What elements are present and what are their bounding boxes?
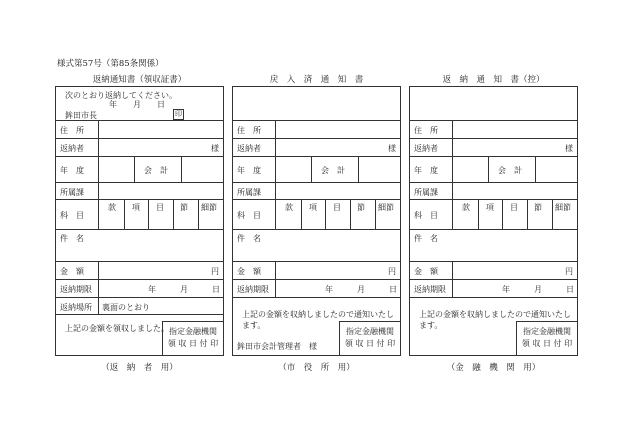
dept-row — [56, 183, 223, 200]
form-reference: 様式第57号（第85条関係） — [57, 59, 164, 69]
amount-row — [410, 262, 577, 280]
kamoku-label: 科 目 — [414, 211, 438, 220]
kou-label: 項 — [486, 203, 494, 212]
kou-label: 項 — [309, 203, 317, 212]
kamoku-label: 科 目 — [237, 211, 261, 220]
year-row — [410, 157, 577, 183]
bank-seal-box — [339, 321, 400, 355]
seal-line2: 領 収 日 付 印 — [167, 339, 219, 348]
address-label: 住 所 — [414, 126, 438, 135]
subject-row — [233, 230, 400, 262]
address-row — [410, 121, 577, 139]
payee-row — [233, 139, 400, 157]
subject-label: 件 名 — [414, 234, 438, 243]
address-row — [233, 121, 400, 139]
slip-box — [232, 86, 401, 356]
kan-label: 款 — [462, 203, 470, 212]
yen-label: 円 — [211, 267, 219, 276]
notice-row — [410, 87, 577, 121]
moku-label: 目 — [333, 203, 341, 212]
amount-row — [56, 262, 223, 280]
seal-line1: 指定金融機関 — [346, 327, 394, 336]
seal-line2: 領 収 日 付 印 — [521, 339, 573, 348]
seal-line1: 指定金融機関 — [169, 327, 217, 336]
place-label: 返納場所 — [60, 303, 92, 312]
moku-label: 目 — [156, 203, 164, 212]
deadline-date: 年 月 日 — [502, 285, 574, 294]
dept-row — [410, 183, 577, 200]
setsu-label: 節 — [534, 203, 542, 212]
year-label: 年 度 — [237, 166, 261, 175]
account-label: 会 計 — [498, 166, 522, 175]
message-row — [410, 298, 577, 355]
deadline-date: 年 月 日 — [148, 285, 220, 294]
deadline-row — [233, 280, 400, 298]
message-row — [233, 298, 400, 355]
payee-row — [410, 139, 577, 157]
year-row — [233, 157, 400, 183]
sama-label: 様 — [388, 144, 396, 153]
setsu-label: 節 — [180, 203, 188, 212]
year-label: 年 度 — [414, 166, 438, 175]
slip-footer: （金 融 機 関 用） — [446, 363, 541, 373]
seal-mark: 印 — [175, 110, 182, 118]
bank-seal-box — [516, 321, 577, 355]
setsu-label: 節 — [357, 203, 365, 212]
seal-line2: 領 収 日 付 印 — [344, 339, 396, 348]
payee-row — [56, 139, 223, 157]
kou-label: 項 — [132, 203, 140, 212]
slip-bank — [409, 74, 578, 373]
saisetsu-label: 細節 — [201, 203, 217, 212]
dept-label: 所属課 — [414, 188, 438, 197]
notice-date: 年 月 日 — [109, 100, 165, 109]
deadline-label: 返納期限 — [60, 285, 92, 294]
kamoku-label: 科 目 — [60, 211, 84, 220]
kamoku-row — [233, 200, 400, 230]
deadline-label: 返納期限 — [237, 285, 269, 294]
amount-row — [233, 262, 400, 280]
notice-text: 次のとおり返納してください。 — [65, 91, 177, 100]
place-value: 裏面のとおり — [102, 303, 150, 312]
kamoku-row — [410, 200, 577, 230]
slip-title: 返納通知書（領収証書） — [92, 75, 187, 85]
saisetsu-label: 細節 — [378, 203, 394, 212]
deadline-date: 年 月 日 — [325, 285, 397, 294]
slip-box — [55, 86, 224, 356]
seal-line1: 指定金融機関 — [523, 327, 571, 336]
address-label: 住 所 — [60, 126, 84, 135]
slip-footer: （市 役 所 用） — [278, 363, 355, 373]
address-label: 住 所 — [237, 126, 261, 135]
kamoku-row — [56, 200, 223, 230]
mayor-label: 鉾田市長 — [65, 111, 97, 120]
yen-label: 円 — [388, 267, 396, 276]
account-label: 会 計 — [144, 166, 168, 175]
dept-label: 所属課 — [237, 188, 261, 197]
amount-label: 金 額 — [60, 267, 84, 276]
deadline-row — [410, 280, 577, 298]
subject-row — [56, 230, 223, 262]
sama-label: 様 — [565, 144, 573, 153]
message-text: 上記の金額を収納しましたので通知いたします。 — [419, 310, 571, 330]
slip-city-office — [232, 74, 401, 373]
manager-label: 鉾田市会計管理者 様 — [237, 342, 317, 351]
deadline-label: 返納期限 — [414, 285, 446, 294]
slip-footer: （返 納 者 用） — [101, 363, 178, 373]
notice-row — [56, 87, 223, 121]
kan-label: 款 — [108, 203, 116, 212]
message-text: 上記の金額を領収しました。 — [65, 324, 169, 333]
payee-label: 返納者 — [414, 144, 438, 153]
notice-row — [233, 87, 400, 121]
message-row — [56, 315, 223, 355]
year-row — [56, 157, 223, 183]
slip-title: 返 納 通 知 書（控） — [442, 75, 545, 85]
payee-label: 返納者 — [237, 144, 261, 153]
subject-label: 件 名 — [237, 234, 261, 243]
slip-title: 戻 入 済 通 知 書 — [269, 75, 364, 85]
message-text: 上記の金額を収納しましたので通知いたします。 — [242, 310, 394, 330]
deadline-row — [56, 280, 223, 298]
slip-payee — [55, 74, 224, 373]
amount-label: 金 額 — [237, 267, 261, 276]
amount-label: 金 額 — [414, 267, 438, 276]
payee-label: 返納者 — [60, 144, 84, 153]
year-label: 年 度 — [60, 166, 84, 175]
address-row — [56, 121, 223, 139]
account-label: 会 計 — [321, 166, 345, 175]
subject-row — [410, 230, 577, 262]
kan-label: 款 — [285, 203, 293, 212]
yen-label: 円 — [565, 267, 573, 276]
slip-box — [409, 86, 578, 356]
bank-seal-box — [162, 321, 223, 355]
dept-label: 所属課 — [60, 188, 84, 197]
moku-label: 目 — [510, 203, 518, 212]
saisetsu-label: 細節 — [555, 203, 571, 212]
dept-row — [233, 183, 400, 200]
subject-label: 件 名 — [60, 234, 84, 243]
place-row — [56, 298, 223, 315]
sama-label: 様 — [211, 144, 219, 153]
